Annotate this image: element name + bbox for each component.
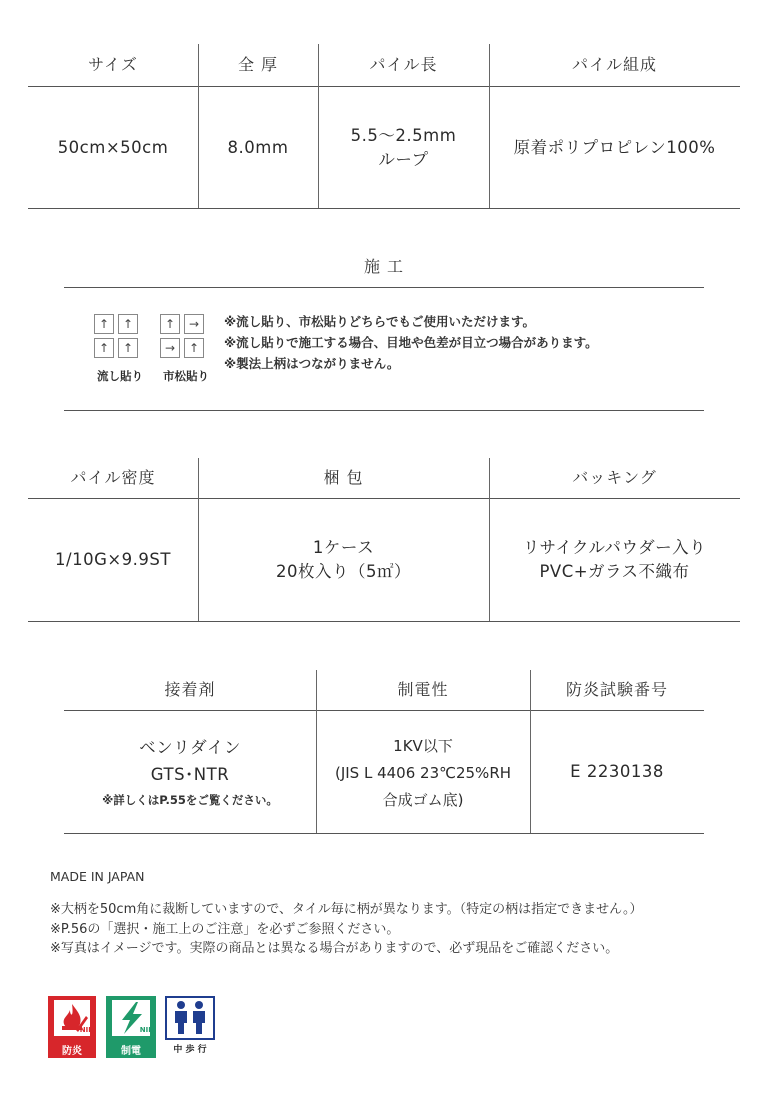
value-pile-density: 1/10G×9.9ST (55, 550, 171, 570)
footer-note: ※大柄を50cm角に裁断していますので、タイル毎に柄が異なります。（特定の柄は指定できません。） (50, 902, 643, 917)
flow-laying-label: 流し貼り (97, 369, 143, 383)
value-adhesive (64, 734, 316, 812)
construction-title: 施 工 (363, 257, 405, 277)
value-fire-test-number: E 2230138 (570, 762, 664, 782)
footer-note: ※写真はイメージです。実際の商品とは異なる場合がありますので、必ず現品をご確認ください。 (50, 941, 619, 956)
adhesive-note: ※詳しくはP.55をご覧ください。 (102, 793, 278, 807)
header-pile-composition: パイル組成 (571, 55, 657, 75)
footer-note: ※P.56の「選択・施工上のご注意」を必ずご参照ください。 (50, 921, 400, 937)
antistatic-label: 制電 (121, 1046, 141, 1057)
header-packing: 梱 包 (323, 468, 364, 488)
medium-traffic-badge (165, 996, 215, 1058)
header-adhesive: 接着剤 (164, 679, 216, 699)
construction-note: ※製法上柄はつながりません。 (224, 356, 400, 371)
value-size: 50cm×50cm (57, 138, 169, 158)
header-fire-test-number: 防炎試験番号 (565, 679, 668, 699)
value-thickness: 8.0mm (227, 138, 289, 158)
arrow-up-icon: ↑ (118, 314, 138, 334)
adhesive-name: ベンリダイン (139, 738, 241, 757)
nif-mark: NIF (139, 1026, 153, 1034)
arrow-up-icon: ↑ (184, 338, 204, 358)
value-pile-length: 5.5～2.5mm ループ (350, 126, 457, 169)
value-antistatic: 1KV以下 (JIS L 4406 23℃25%RH 合成ゴム底) (334, 736, 512, 809)
value-backing: リサイクルパウダー入り PVC+ガラス不織布 (522, 538, 707, 581)
adhesive-type: GTS･NTR (150, 765, 230, 784)
checker-laying-label: 市松貼り (163, 369, 209, 383)
header-thickness: 全 厚 (237, 55, 279, 75)
construction-note: ※流し貼りで施工する場合、目地や色差が目立つ場合があります。 (224, 335, 598, 350)
arrow-right-icon: → (184, 314, 204, 334)
arrow-right-icon: → (160, 338, 180, 358)
construction-note: ※流し貼り、市松貼りどちらでもご使用いただけます。 (224, 314, 536, 329)
header-pile-length: パイル長 (369, 55, 438, 75)
arrow-up-icon: ↑ (118, 338, 138, 358)
header-size: サイズ (88, 55, 138, 75)
made-in-japan: MADE IN JAPAN (50, 869, 145, 884)
value-packing: 1ケース 20枚入り（5㎡） (276, 538, 411, 581)
arrow-up-icon: ↑ (160, 314, 180, 334)
arrow-up-icon: ↑ (94, 314, 114, 334)
antistatic-badge (106, 996, 156, 1058)
construction-notes (224, 311, 598, 374)
lightning-icon (106, 996, 156, 1042)
two-people-icon (165, 996, 215, 1040)
nif-mark: NIF (79, 1026, 93, 1034)
fire-retardant-badge (48, 996, 96, 1058)
header-antistatic: 制電性 (397, 679, 449, 699)
medium-traffic-label: 中 歩 行 (173, 1045, 207, 1055)
fire-retardant-label: 防炎 (62, 1046, 82, 1057)
footer-notes (50, 900, 642, 959)
header-backing: バッキング (572, 468, 657, 488)
flame-icon (48, 996, 96, 1042)
arrow-up-icon: ↑ (94, 338, 114, 358)
header-pile-density: パイル密度 (70, 468, 156, 488)
value-pile-composition: 原着ポリプロピレン100% (513, 138, 716, 158)
